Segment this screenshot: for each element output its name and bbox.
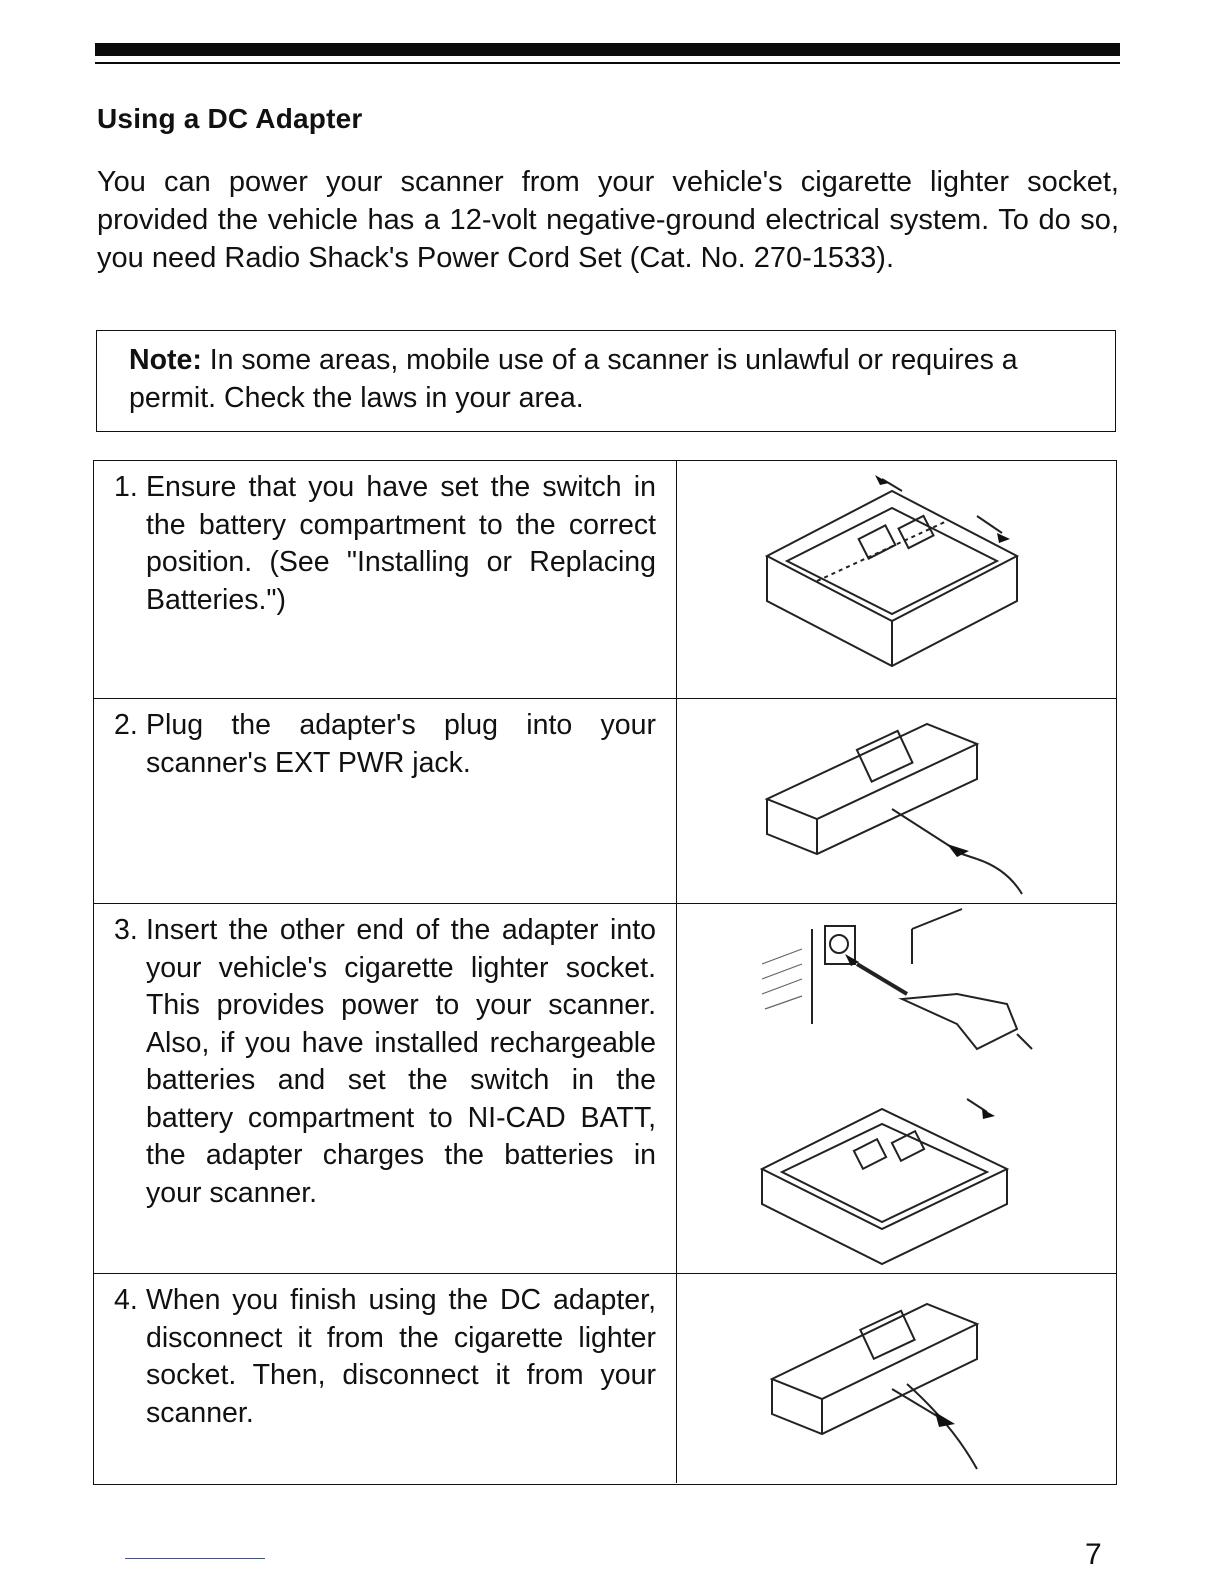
plug-figure [677, 699, 1116, 903]
step-row-1 [94, 461, 1116, 698]
header-rule-thick [95, 43, 1120, 56]
step-number: 1. [114, 471, 138, 503]
unplug-figure [677, 1274, 1116, 1483]
scanner-unplug-icon [677, 1274, 1117, 1479]
section-heading: Using a DC Adapter [97, 103, 363, 134]
step-text-cell [94, 1274, 677, 1483]
socket-figure [677, 904, 1116, 1273]
battery-compartment-figure [677, 461, 1116, 698]
scanner-plug-icon [677, 699, 1117, 899]
scanner-battery-compartment-icon [677, 461, 1117, 696]
step-row-2 [94, 698, 1116, 903]
step-text-cell [94, 699, 677, 903]
steps-table [93, 460, 1117, 1485]
note-body: In some areas, mobile use of a scanner is unlawful or requires a permit. Check the laws in your area. [129, 344, 1018, 414]
note-box [96, 330, 1116, 432]
note-text [129, 341, 1089, 417]
step-row-3 [94, 903, 1116, 1273]
step-text-cell [94, 461, 677, 698]
step-number: 4. [114, 1284, 138, 1316]
page-number: 7 [1085, 1538, 1102, 1571]
step-text: Plug the adapter's plug into your scanner's EXT PWR jack. [146, 709, 656, 779]
step-number: 2. [114, 709, 138, 741]
footer-line [125, 1558, 265, 1559]
intro-paragraph: You can power your scanner from your vehicle's cigarette lighter socket, provided the vehicle has a 12-volt negative-ground electrical system. To do so, you need Radio Shack's Power Cord Set (Cat. No. 270-1533). [97, 166, 1119, 274]
lighter-socket-icon [677, 904, 1117, 1272]
header-rule-thin [95, 62, 1120, 64]
step-text: Insert the other end of the adapter into your vehicle's cigarette lighter socket. This provides power to your scanner. Also, if you have installed rechargeable batteries and set the switch in the battery compartment to NI-CAD BATT, the adapter charges the batteries in your scanner. [146, 914, 656, 1209]
step-text: Ensure that you have set the switch in the battery compartment to the correct position. (See "Installing or Replacing Batteries.") [146, 471, 656, 616]
step-number: 3. [114, 914, 138, 946]
note-label: Note: [129, 344, 202, 376]
step-text: When you finish using the DC adapter, disconnect it from the cigarette lighter socket. Then, disconnect it from your scanner. [146, 1284, 656, 1429]
step-text-cell [94, 904, 677, 1273]
step-row-4 [94, 1273, 1116, 1483]
